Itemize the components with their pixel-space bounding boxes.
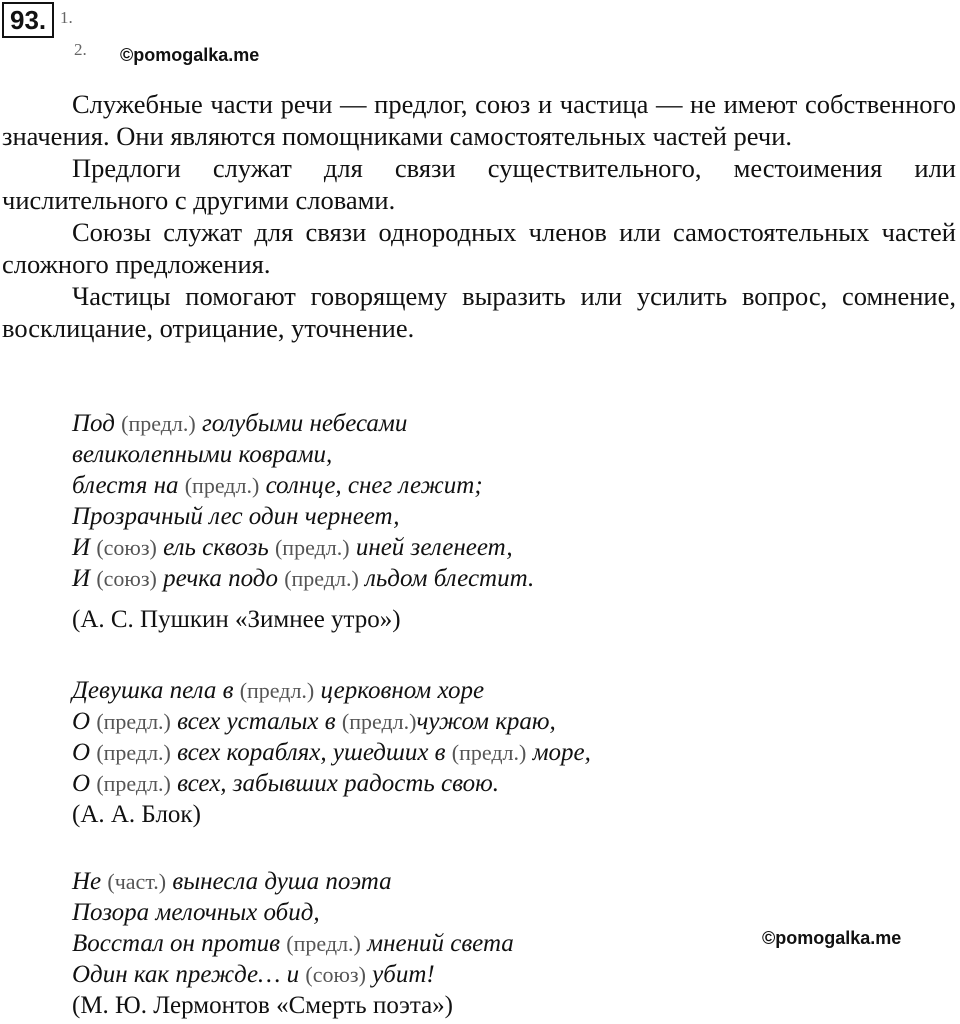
pos-mark: (предл.) <box>341 709 417 734</box>
verse-text: льдом блестит. <box>358 565 535 592</box>
pos-mark: (предл.) <box>96 771 171 796</box>
verse-text: Под <box>72 410 122 437</box>
pos-mark: (предл.) <box>451 740 527 765</box>
verse-text: море, <box>526 739 591 766</box>
verse-text: великолепными коврами, <box>72 441 333 468</box>
pos-mark: (предл.) <box>274 535 350 560</box>
pos-mark: (предл.) <box>96 740 171 765</box>
verse-text: Восстал он против <box>72 930 287 957</box>
poem-line <box>72 959 514 990</box>
poem-pushkin <box>72 408 534 635</box>
verse-text: блестя на <box>72 472 185 499</box>
verse-text: убит! <box>365 961 435 988</box>
poem-line <box>72 768 591 799</box>
sub-number-1: 1. <box>60 8 73 27</box>
sub-number-2: 2. <box>74 40 87 59</box>
verse-text: речка подо <box>156 565 285 592</box>
verse-text: Не <box>72 868 108 895</box>
verse-text: мнений света <box>360 930 514 957</box>
paragraph: Частицы помогают говорящему выразить или усилить вопрос, сомнение, восклицание, отрицание, уточнение. <box>2 281 956 343</box>
poem-line <box>72 897 514 928</box>
poem-line <box>72 737 591 768</box>
verse-text: Прозрачный лес один чернеет, <box>72 503 400 530</box>
poem-attribution: (А. А. Блок) <box>72 801 201 828</box>
poem-attribution: (М. Ю. Лермонтов «Смерть поэта») <box>72 992 454 1019</box>
verse-text: всех усталых в <box>170 708 342 735</box>
verse-text: иней зеленеет, <box>349 534 513 561</box>
watermark-bottom: ©pomogalka.me <box>762 928 902 948</box>
paragraph: Союзы служат для связи однородных членов или самостоятельных частей сложного предложения. <box>2 217 956 279</box>
verse-text: всех, забывших радость свою. <box>170 770 500 797</box>
poem-line <box>72 706 591 737</box>
poem-line <box>72 408 534 439</box>
pos-mark: (союз) <box>305 962 366 987</box>
pos-mark: (предл.) <box>286 931 361 956</box>
poem-attribution: (А. С. Пушкин «Зимнее утро») <box>72 606 401 633</box>
pos-mark: (предл.) <box>184 473 260 498</box>
verse-text: вынесла душа поэта <box>166 868 392 895</box>
poem-line <box>72 439 534 470</box>
poem-line <box>72 928 514 959</box>
pos-mark: (предл.) <box>239 678 315 703</box>
theory-text <box>2 88 956 344</box>
verse-text: всех кораблях, ушедших в <box>170 739 452 766</box>
verse-text: О <box>72 770 97 797</box>
poem-lermontov <box>72 866 514 1021</box>
verse-text: О <box>72 708 97 735</box>
pos-mark: (союз) <box>96 566 157 591</box>
poem-line <box>72 501 534 532</box>
paragraph: Предлоги служат для связи существительного, местоимения или числительного с другими словами. <box>2 153 956 215</box>
verse-text: чужом краю, <box>416 708 556 735</box>
pos-mark: (част.) <box>107 869 167 894</box>
poem-line <box>72 675 591 706</box>
exercise-number: 93. <box>2 2 54 38</box>
verse-text: И <box>72 565 97 592</box>
watermark-top: ©pomogalka.me <box>120 45 260 65</box>
verse-text: О <box>72 739 97 766</box>
paragraph: Служебные части речи — предлог, союз и частица — не имеют собственного значения. Они являются помощниками самостоятельных частей речи. <box>2 89 956 151</box>
pos-mark: (предл.) <box>284 566 359 591</box>
pos-mark: (союз) <box>96 535 157 560</box>
poem-blok <box>72 675 591 830</box>
verse-text: ель сквозь <box>156 534 275 561</box>
poem-line <box>72 563 534 594</box>
verse-text: И <box>72 534 97 561</box>
verse-text: Позора мелочных обид, <box>72 899 320 926</box>
pos-mark: (предл.) <box>121 411 196 436</box>
verse-text: Девушка пела в <box>72 677 240 704</box>
pos-mark: (предл.) <box>96 709 171 734</box>
poem-line <box>72 532 534 563</box>
verse-text: голубыми небесами <box>195 410 408 437</box>
poem-line <box>72 866 514 897</box>
poem-line <box>72 470 534 501</box>
verse-text: Один как прежде… и <box>72 961 306 988</box>
verse-text: солнце, снег лежит; <box>259 472 483 499</box>
verse-text: церковном хоре <box>314 677 485 704</box>
